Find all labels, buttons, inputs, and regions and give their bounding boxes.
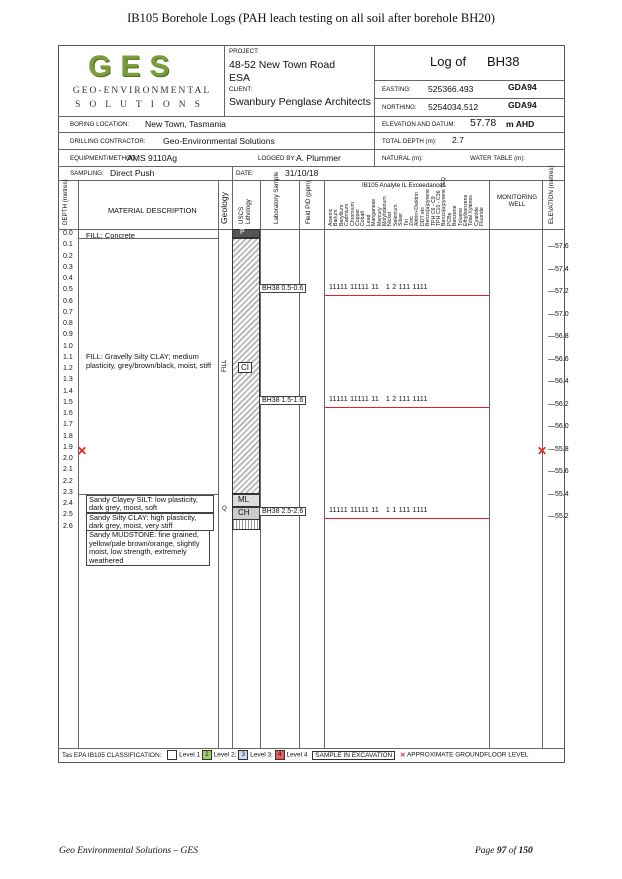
depth-tick: 1.2 <box>63 365 73 372</box>
depth-tick: 2.3 <box>63 488 73 496</box>
analyte-label: Tin <box>403 218 410 226</box>
footer-left: Geo Environmental Solutions – GES <box>59 846 198 856</box>
elevation-tick: —56.6 <box>548 355 569 363</box>
date-value: 31/10/18 <box>285 168 319 178</box>
groundfloor-marker-left: ✕ <box>77 444 88 458</box>
analyte-label: Manganese <box>371 198 378 226</box>
material-header: MATERIAL DESCRIPTION <box>108 206 197 215</box>
elevation-unit: m AHD <box>506 119 535 129</box>
analyte-label: Arsenic <box>328 208 334 226</box>
elevation-tick: —55.4 <box>548 490 569 498</box>
total-depth-value: 2.7 <box>452 135 464 145</box>
legend-level3: Level 3; <box>250 751 273 759</box>
depth-tick: 2.6 <box>63 522 73 530</box>
analyte-label: Aldrin+Dieldrin <box>414 192 421 226</box>
depth-tick: 2.5 <box>63 511 73 519</box>
analyte-label: Copper <box>355 208 361 226</box>
depth-header: DEPTH (metres) <box>62 179 69 225</box>
uscs-concrete-block <box>232 229 260 238</box>
elevation-tick: —56.8 <box>548 333 569 340</box>
analyte-label: Selenium <box>392 204 399 226</box>
analyte-label: Silver <box>398 213 405 226</box>
depth-tick: 0.7 <box>63 308 73 316</box>
depth-tick: 1.4 <box>63 387 73 395</box>
layer-fill-concrete: FILL: Concrete <box>86 231 135 240</box>
analyte-label: Cyanide <box>473 206 480 226</box>
legend-classification: Tas EPA IB105 CLASSIFICATION: <box>62 751 162 759</box>
northing-label: NORTHING: <box>382 104 417 111</box>
sampling-label: SAMPLING: <box>70 170 104 177</box>
water-table-label: WATER TABLE (m): <box>470 155 526 162</box>
elevation-tick: —56.0 <box>548 423 569 430</box>
logo-subtitle: GEO-ENVIRONMENTAL <box>72 86 212 96</box>
elevation-tick: —55.6 <box>548 468 569 475</box>
datum-northing: GDA94 <box>508 100 537 110</box>
level4-swatch: 4 <box>275 750 285 760</box>
elevation-tick: —55.2 <box>548 513 569 520</box>
depth-tick: 0.5 <box>63 286 73 294</box>
log-of-label: Log of <box>430 54 467 69</box>
elevation-tick: —57.4 <box>548 265 569 273</box>
uscs-code-ch: CH <box>238 508 250 517</box>
natural-label: NATURAL (m): <box>382 155 423 162</box>
analyte-label: Benzo(a)pyrene TEQ <box>441 177 448 226</box>
analyte-label: Molybdenum <box>382 196 388 226</box>
page-total: 150 <box>518 846 533 856</box>
sample-label: BH38 2.5-2.6 <box>259 507 306 516</box>
logo-subtitle: SOLUTIONS <box>75 100 209 110</box>
elevation-label: ELEVATION AND DATUM: <box>382 121 456 128</box>
boring-location-value: New Town, Tasmania <box>145 119 226 129</box>
total-depth-label: TOTAL DEPTH (m): <box>382 138 437 145</box>
legend-sample: SAMPLE IN EXCAVATION <box>312 751 395 760</box>
analyte-label: Toluene <box>457 207 464 226</box>
sample-label: BH38 1.5-1.6 <box>259 396 306 405</box>
datum-easting: GDA94 <box>508 82 537 92</box>
analyte-label: Zinc <box>409 216 415 226</box>
layer-fill-clay: FILL: Gravelly Silty CLAY; medium plasticity, grey/brown/black, moist, stiff <box>86 352 211 370</box>
depth-tick: 1.9 <box>63 443 73 451</box>
depth-tick: 1.1 <box>63 353 73 361</box>
easting-label: EASTING: <box>382 86 411 93</box>
depth-tick: 0.3 <box>63 263 73 271</box>
date-label: DATE: <box>236 170 254 177</box>
analyte-label: Mercury <box>376 207 383 226</box>
depth-tick: 0.2 <box>63 252 73 260</box>
legend-level1: Level 1 <box>179 751 201 759</box>
drilling-contractor-value: Geo-Environmental Solutions <box>163 136 275 146</box>
uscs-mudstone-block <box>232 520 260 530</box>
legend-level4: Level 4 <box>286 751 308 759</box>
uscs-code-p: P <box>240 229 245 236</box>
uscs-code-ml: ML <box>238 495 250 504</box>
analyte-label: PCBs <box>446 212 453 226</box>
depth-tick: 1.8 <box>63 432 73 440</box>
project-name-2: ESA <box>229 72 251 84</box>
analyte-levels-row: 11111 11111 11 1 2 111 1111 <box>329 284 428 291</box>
layer-sandy-mudstone: Sandy MUDSTONE: fine grained, yellow/pale brown/orange, slightly moist, low strength, extremely weathered <box>86 530 210 566</box>
analyte-label: Beryllium <box>338 204 345 226</box>
boring-location-label: BORING LOCATION: <box>70 121 130 128</box>
analyte-label: TPH C6 - C9 <box>430 196 437 226</box>
level2-swatch: 2 <box>202 750 212 760</box>
ges-logo: GES <box>88 50 179 83</box>
depth-tick: 1.6 <box>63 410 73 417</box>
depth-tick: 1.5 <box>63 398 73 406</box>
analyte-label: Nickel <box>387 211 394 226</box>
drilling-contractor-label: DRILLING CONTRACTOR: <box>70 138 146 145</box>
monitoring-well-header: MONITORING WELL <box>496 194 538 208</box>
field-pid-header: Field PID (ppm) <box>305 180 312 224</box>
analyte-levels-row: 11111 11111 11 1 2 111 1111 <box>329 396 428 403</box>
groundfloor-marker-right: ✕ <box>537 444 548 458</box>
equipment-label: EQUIPMENT/METHOD: <box>70 155 138 162</box>
page-of: of <box>508 846 517 856</box>
analyte-label: Ethylbenzene <box>463 194 469 226</box>
analyte-label: Barium <box>333 209 340 226</box>
divider <box>58 748 565 749</box>
elevation-tick: —56.4 <box>548 378 569 385</box>
analyte-label: Chromium <box>349 202 356 226</box>
elevation-tick: —57.0 <box>548 310 569 318</box>
sample-label: BH38 0.5-0.6 <box>259 284 306 293</box>
depth-tick: 0.4 <box>63 275 73 282</box>
layer-sandy-clayey-silt: Sandy Clayey SILT: low plasticity, dark grey, moist, soft <box>86 495 214 513</box>
analyte-levels-row: 11111 11111 11 1 1 111 1111 <box>329 507 428 514</box>
elevation-tick: —55.8 <box>548 445 569 453</box>
depth-tick: 1.0 <box>63 342 73 350</box>
depth-tick: 0.6 <box>63 297 73 305</box>
level3-swatch: 3 <box>238 750 248 760</box>
legend-level2: Level 2; <box>213 751 237 759</box>
page-number: 97 <box>496 846 507 856</box>
analyte-label: TPH C10 - C36 <box>436 190 442 226</box>
analyte-label: Benzene <box>452 205 459 226</box>
analyte-header: IB105 Analyte IL Exceedances <box>362 182 446 189</box>
footer-page <box>475 846 533 856</box>
legend-groundfloor: APPROXIMATE GROUNDFLOOR LEVEL <box>406 751 529 759</box>
project-name: 48-52 New Town Road <box>229 59 336 71</box>
project-label: PROJECT: <box>229 48 259 55</box>
depth-tick: 0.1 <box>63 241 73 249</box>
elevation-header: ELEVATION (metres) <box>548 165 555 224</box>
depth-tick: 0.0 <box>63 230 73 237</box>
page-prefix: Page <box>475 846 495 856</box>
elevation-tick: —57.2 <box>548 288 569 295</box>
depth-tick: 2.0 <box>63 455 73 462</box>
analyte-label: Lead <box>365 214 372 226</box>
client-label: CLIENT: <box>229 86 253 93</box>
depth-tick: 1.3 <box>63 376 73 384</box>
logged-by-value: A. Plummer <box>296 153 341 163</box>
depth-tick: 2.4 <box>63 500 73 507</box>
legend <box>58 750 565 760</box>
analyte-label: Cadmium <box>344 203 351 226</box>
uscs-header: USCS Lithology <box>238 199 252 224</box>
analyte-label: Fluoride <box>479 207 486 226</box>
lab-sample-header: Laboratory Sample <box>273 171 280 224</box>
groundfloor-legend-icon: ✕ <box>400 751 406 759</box>
geology-q: Q <box>222 505 227 512</box>
depth-tick: 0.9 <box>63 331 73 339</box>
depth-tick: 2.1 <box>63 466 73 474</box>
uscs-code-ci: CI <box>238 362 252 373</box>
sampling-value: Direct Push <box>110 168 155 178</box>
elevation-tick: —57.6 <box>548 243 569 250</box>
depth-tick: 0.8 <box>63 320 73 327</box>
geology-fill: FILL <box>221 359 228 372</box>
analyte-label: DDT etc <box>419 207 426 226</box>
client-name: Swanbury Penglase Architects <box>229 96 371 108</box>
depth-tick: 2.2 <box>63 477 73 485</box>
analyte-label: Benzo(a)pyrene <box>425 189 432 226</box>
borehole-id: BH38 <box>487 54 520 69</box>
logged-by-label: LOGGED BY: <box>258 155 296 162</box>
level1-swatch <box>167 750 177 760</box>
document-title: IB105 Borehole Logs (PAH leach testing on all soil after borehole BH20) <box>127 11 495 25</box>
divider <box>58 166 565 167</box>
layer-sandy-silty-clay: Sandy Silty CLAY: high plasticity, dark grey, moist, very stiff <box>86 513 214 531</box>
northing-value: 5254034.512 <box>428 102 479 112</box>
geology-header: Geology <box>219 191 229 224</box>
divider <box>58 132 565 133</box>
elevation-value: 57.78 <box>470 117 497 129</box>
depth-tick: 1.7 <box>63 421 73 429</box>
analyte-label: Total Xylenes <box>468 195 475 226</box>
elevation-tick: —56.2 <box>548 400 569 408</box>
divider <box>58 149 565 150</box>
analyte-label: Cobalt <box>360 211 367 226</box>
easting-value: 525366.493 <box>428 84 474 94</box>
equipment-value: AMS 9110Ag <box>127 153 178 163</box>
